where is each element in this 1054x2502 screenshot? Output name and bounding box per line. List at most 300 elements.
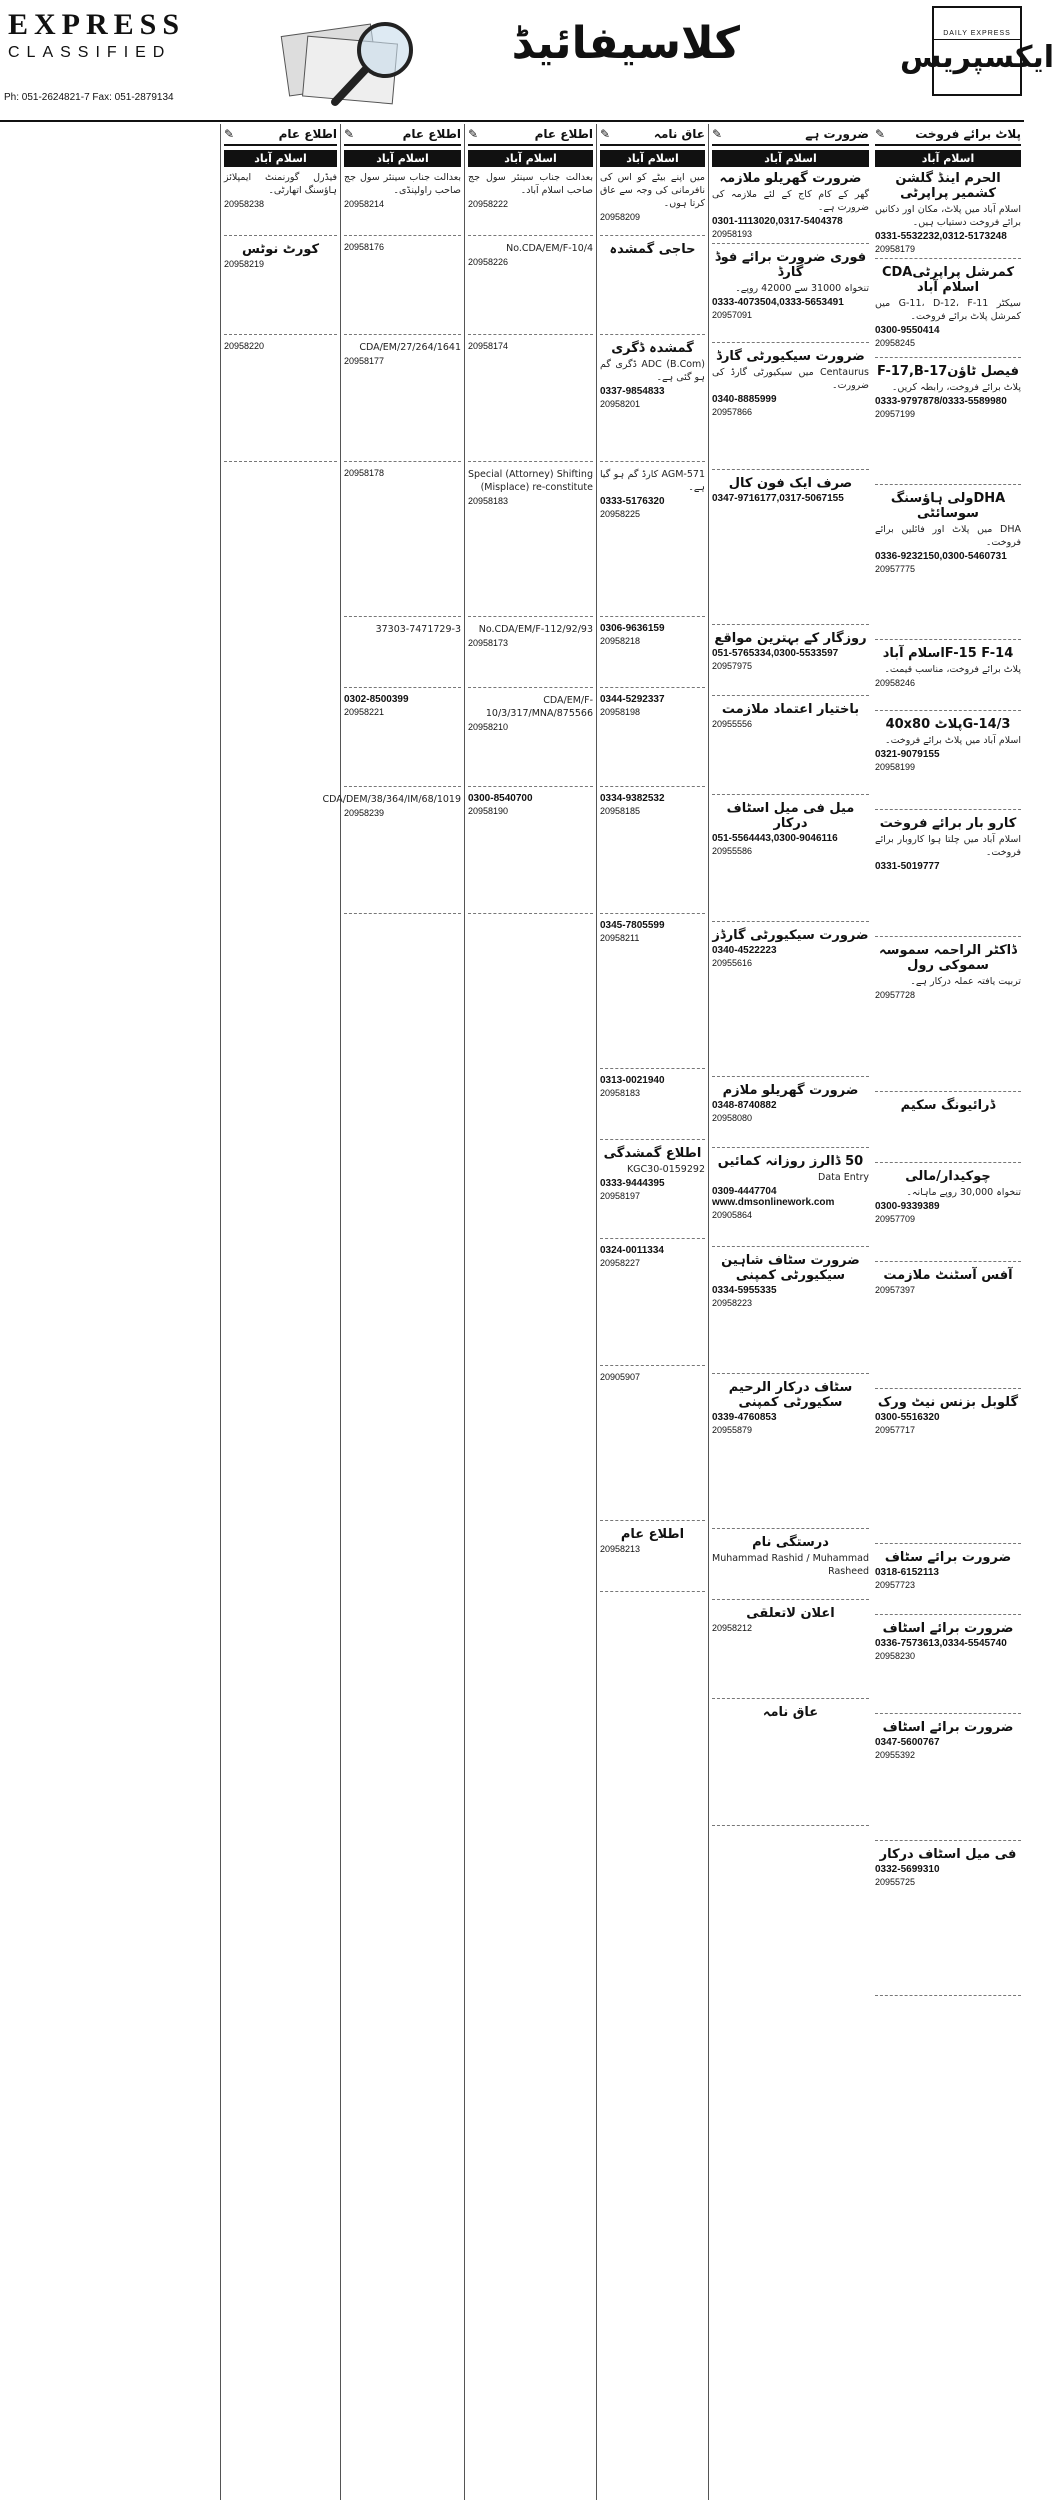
ad-title: ضرورت سٹاف شاہین سیکیورٹی کمپنی [721, 1253, 860, 1283]
ad-body: تنخواہ 30,000 روپے ماہانہ۔ [906, 1187, 1021, 1198]
ad-title: الحرم اینڈ گلشن کشمیر پراپرٹی [895, 171, 1001, 201]
ad-phone: 0340-8885999 [712, 394, 777, 405]
ad-phone: 0306-9636159 [600, 623, 665, 634]
classified-ad [712, 1253, 869, 1374]
ad-body: سیکٹر G-11، D-12، F-11 میں کمرشل پلاٹ برائے فروخت۔ [875, 298, 1021, 322]
ad-code-number: 20958199 [875, 762, 916, 772]
classified-ad [875, 265, 1021, 358]
ad-phone: 0347-9716177,0317-5067155 [712, 493, 844, 504]
ad-code [712, 310, 869, 320]
ad-code-number: 20958245 [875, 338, 916, 348]
ad-title: فیصل ٹاؤنF-17,B-17 [876, 364, 1019, 379]
ad-code [875, 1877, 1021, 1887]
ad-code-number: 20958176 [344, 242, 385, 252]
ad-title: ضرورت برائے اسٹاف [882, 1720, 1014, 1735]
ad-code [712, 958, 869, 968]
classified-ad [468, 793, 593, 914]
ad-title: حاجی گمشدہ [609, 242, 696, 257]
ad-phone: 0332-5699310 [875, 1864, 940, 1875]
ad-body: DHA میں پلاٹ اور فائلیں برائے فروخت۔ [875, 524, 1021, 548]
ad-code-number: 20957775 [875, 564, 916, 574]
ad-title: ضرورت گھریلو ملازمہ [719, 171, 862, 186]
ad-body: Centaurus میں سیکیورٹی گارڈ کی ضرورت۔ [712, 367, 869, 391]
column-heading-text: ضرورت ہے [805, 127, 869, 141]
ad-title: اطلاع عام [620, 1527, 685, 1542]
classified-ad [712, 1083, 869, 1148]
classified-ad [875, 491, 1021, 640]
ad-body: AGM-571 کارڈ گم ہو گیا ہے۔ [600, 469, 705, 493]
column-heading [468, 124, 593, 146]
ad-code-number: 20955616 [712, 958, 753, 968]
classified-ad [344, 171, 461, 236]
ad-title: کارو بار برائے فروخت [879, 816, 1017, 831]
ad-code [875, 1214, 1021, 1224]
ad-code-number: 20957866 [712, 407, 753, 417]
ad-title: ضرورت گھریلو ملازم [722, 1083, 859, 1098]
pen-icon: ✎ [344, 127, 355, 141]
ad-phone: 0313-0021940 [600, 1075, 665, 1086]
ad-phone: 0300-8540700 [468, 793, 533, 804]
ad-code [712, 407, 869, 417]
ad-title: G-14/3پلاٹ 40x80 [885, 717, 1011, 732]
ad-title: چوکیدار/مالی [905, 1169, 991, 1184]
column-wanted [708, 124, 872, 2500]
ad-code-number: 20958210 [468, 722, 509, 732]
pen-icon: ✎ [224, 127, 235, 141]
ad-phone: 0301-1113020,0317-5404378 [712, 216, 843, 227]
ad-code [468, 341, 593, 351]
classified-ad [712, 928, 869, 1077]
classified-ad [468, 242, 593, 335]
ad-body: No.CDA/EM/F-10/4 [506, 243, 593, 254]
ad-title: فوری ضرورت برائے فوڈ گارڈ [714, 250, 867, 280]
ad-code [224, 341, 337, 351]
ad-code [875, 244, 1021, 254]
pen-icon: ✎ [468, 127, 479, 141]
classified-ad [600, 171, 705, 236]
ad-code [224, 199, 337, 209]
ad-code-number: 20957975 [712, 661, 753, 671]
ad-phone: 0334-5955335 [712, 1285, 777, 1296]
classified-columns [0, 124, 1024, 2500]
ad-code [600, 1258, 705, 1268]
ad-phone: 0333-5176320 [600, 496, 665, 507]
classified-ad [875, 1169, 1021, 1262]
ad-body: Data Entry [818, 1172, 869, 1183]
column-heading [712, 124, 869, 146]
ad-title: DHAولی ہاؤسنگ سوسائٹی [890, 491, 1006, 521]
ad-title: ڈرائیونگ سکیم [900, 1098, 996, 1113]
classified-ad [875, 816, 1021, 937]
ad-code-number: 20958230 [875, 1651, 916, 1661]
ad-code-number: 20958080 [712, 1113, 753, 1123]
ad-phone: 0331-5532232,0312-5173248 [875, 231, 1007, 242]
ad-code [344, 356, 461, 366]
ad-body: میں اپنے بیٹے کو اس کی نافرمانی کی وجہ سے عاق کرتا ہوں۔ [600, 172, 705, 209]
ad-code [600, 212, 705, 222]
classified-ad [468, 341, 593, 462]
ad-code [344, 808, 461, 818]
ad-code-number: 20958197 [600, 1191, 641, 1201]
pen-icon: ✎ [875, 127, 886, 141]
ad-body: گھر کے کام کاج کے لئے ملازمہ کی ضرورت ہے۔ [712, 189, 869, 213]
classified-ad [600, 242, 705, 335]
column-heading [600, 124, 705, 146]
classified-ad [224, 341, 337, 462]
classified-ad [600, 468, 705, 617]
classified-ad [344, 468, 461, 617]
ad-code-number: 20955586 [712, 846, 753, 856]
ad-phone: 0340-4522223 [712, 945, 777, 956]
column-disown [596, 124, 708, 2500]
ad-phone: 0333-4073504,0333-5653491 [712, 297, 844, 308]
ad-code [712, 1623, 869, 1633]
contact-info: Ph: 051-2624821-7 Fax: 051-2879134 [4, 92, 174, 103]
classified-ad [468, 468, 593, 617]
ad-code-number: 20957091 [712, 310, 753, 320]
ad-body: 37303-7471729-3 [375, 624, 461, 635]
magnifier-icon [275, 10, 435, 110]
ad-body: بعدالت جناب سینئر سول جج صاحب اسلام آباد۔ [468, 172, 593, 196]
classified-ad [875, 1395, 1021, 1544]
ad-code-number: 20958227 [600, 1258, 641, 1268]
ad-body: CDA/EM/F-10/3/317/MNA/875566 [485, 695, 593, 719]
column-heading [875, 124, 1021, 146]
ad-phone: 0302-8500399 [344, 694, 409, 705]
classified-ad [875, 646, 1021, 711]
ad-code-number: 20957723 [875, 1580, 916, 1590]
ad-code-number: 20958201 [600, 399, 641, 409]
ad-code-number: 20958198 [600, 707, 641, 717]
classified-ad [600, 1372, 705, 1521]
classified-ad [468, 694, 593, 787]
ad-phone: 0309-4447704 www.dmsonlinework.com [712, 1186, 835, 1208]
classified-ad [712, 1606, 869, 1699]
ad-code [875, 409, 1021, 419]
column-heading-text: عاق نامہ [653, 127, 705, 141]
classified-ad [600, 1527, 705, 1592]
city-bar: اسلام آباد [224, 150, 337, 167]
ad-title: ڈاکٹر الراحمہ سموسہ سموکی رول [879, 943, 1017, 973]
classified-ad [875, 717, 1021, 810]
ad-body: اسلام آباد میں چلتا ہوا کاروبار برائے فروخت۔ [875, 834, 1021, 858]
classified-ad [600, 623, 705, 688]
classified-ad [875, 1550, 1021, 1615]
classified-ad [600, 793, 705, 914]
ad-code [344, 199, 461, 209]
ad-code [712, 846, 869, 856]
ad-phone: 0300-9339389 [875, 1201, 940, 1212]
classified-ad [875, 171, 1021, 259]
ad-code-number: 20958223 [712, 1298, 753, 1308]
ad-body: No.CDA/EM/F-112/92/93 [478, 624, 593, 635]
ad-code [875, 990, 1021, 1000]
classified-ad [875, 364, 1021, 485]
city-bar: اسلام آباد [712, 150, 869, 167]
ad-body: Muhammad Rashid / Muhammad Rasheed [712, 1553, 869, 1577]
ad-code [600, 1372, 705, 1382]
classified-ad [712, 702, 869, 795]
ad-phone: 0344-5292337 [600, 694, 665, 705]
ad-phone: 0300-9550414 [875, 325, 940, 336]
ad-title: فی میل اسٹاف درکار [879, 1847, 1017, 1862]
ad-title: ضرورت برائے اسٹاف [882, 1621, 1014, 1636]
ad-code-number: 20957717 [875, 1425, 916, 1435]
ad-code-number: 20957397 [875, 1285, 916, 1295]
classified-ad [712, 476, 869, 625]
ad-phone: 0334-9382532 [600, 793, 665, 804]
classified-ad [600, 341, 705, 462]
brand-english [8, 8, 268, 62]
ad-code [712, 1210, 869, 1220]
ad-title: درستگی نام [752, 1535, 829, 1550]
ad-code [712, 719, 869, 729]
pen-icon: ✎ [712, 127, 723, 141]
column-plots [872, 124, 1024, 2500]
logo-caption: DAILY EXPRESS [934, 28, 1020, 40]
ad-phone: 0300-5516320 [875, 1412, 940, 1423]
ad-title: روزگار کے بہترین مواقع [714, 631, 867, 646]
classified-ad [468, 623, 593, 688]
ad-body: تنخواہ 31000 سے 42000 روپے۔ [735, 283, 869, 294]
ad-code [224, 259, 337, 269]
classified-ad [712, 349, 869, 470]
classified-ad [875, 1268, 1021, 1389]
ad-code [468, 722, 593, 732]
ad-code [712, 1298, 869, 1308]
classified-ad [712, 1380, 869, 1529]
ad-title: ضرورت سیکیورٹی گارڈ [716, 349, 865, 364]
ad-phone: 0345-7805599 [600, 920, 665, 931]
ad-code [875, 762, 1021, 772]
classified-ad [712, 631, 869, 696]
ad-body: فیڈرل گورنمنٹ ایمپلائز ہاؤسنگ اتھارٹی۔ [224, 172, 337, 196]
column-heading-text: اطلاع عام [278, 127, 337, 141]
classified-ad [712, 1705, 869, 1826]
column-heading-text: اطلاع عام [534, 127, 593, 141]
ad-code-number: 20958238 [224, 199, 265, 209]
ad-code [875, 1750, 1021, 1760]
ad-code [344, 707, 461, 717]
ad-code-number: 20957199 [875, 409, 916, 419]
ad-code [712, 661, 869, 671]
ad-code-number: 20958218 [600, 636, 641, 646]
ad-phone: 0333-9797878/0333-5589980 [875, 396, 1007, 407]
ad-title: ضرورت برائے سٹاف [884, 1550, 1012, 1565]
ad-phone: 0336-9232150,0300-5460731 [875, 551, 1007, 562]
ad-code-number: 20955392 [875, 1750, 916, 1760]
ad-code [468, 806, 593, 816]
classified-ad [224, 242, 337, 335]
ad-code [468, 257, 593, 267]
classified-ad [344, 341, 461, 462]
ad-body: پلاٹ برائے فروخت، رابطہ کریں۔ [891, 382, 1021, 393]
classified-ad [344, 242, 461, 335]
ad-code-number: 20955879 [712, 1425, 753, 1435]
ad-phone: 0321-9079155 [875, 749, 940, 760]
ad-code [600, 1191, 705, 1201]
logo-urdu: ایکسپریس [899, 39, 1054, 75]
classified-ad [600, 1245, 705, 1366]
ad-code-number: 20905907 [600, 1372, 641, 1382]
ad-title: کورٹ نوٹس [241, 242, 320, 257]
ad-code-number: 20958214 [344, 199, 385, 209]
ad-body: اسلام آباد میں پلاٹ برائے فروخت۔ [885, 735, 1021, 746]
ad-code-number: 20957709 [875, 1214, 916, 1224]
ad-code-number: 20958225 [600, 509, 641, 519]
ad-title: اعلان لاتعلقی [746, 1606, 835, 1621]
ad-phone: 051-5564443,0300-9046116 [712, 833, 838, 844]
ad-code-number: 20958183 [468, 496, 509, 506]
brand-title-line2: CLASSIFIED [8, 44, 172, 61]
ad-code [600, 806, 705, 816]
ad-title: میل فی میل اسٹاف درکار [726, 801, 855, 831]
ad-title: باختیار اعتماد ملازمت [721, 702, 860, 717]
brand-title-line1: EXPRESS [8, 8, 186, 41]
ad-body: CDA/EM/27/264/1641 [359, 342, 461, 353]
ad-code-number: 20958179 [875, 244, 916, 254]
ad-code-number: 20958222 [468, 199, 509, 209]
column-notice2 [322, 124, 464, 2500]
ad-title: سٹاف درکار الرحیم سکیورٹی کمپنی [728, 1380, 853, 1410]
pen-icon: ✎ [600, 127, 611, 141]
ad-code-number: 20905864 [712, 1210, 753, 1220]
classified-ad [712, 171, 869, 244]
classified-ad [224, 171, 337, 236]
ad-code [712, 1425, 869, 1435]
ad-code [875, 1580, 1021, 1590]
ad-code-number: 20958221 [344, 707, 385, 717]
city-bar: اسلام آباد [875, 150, 1021, 167]
city-bar: اسلام آباد [468, 150, 593, 167]
ad-phone: 0348-8740882 [712, 1100, 777, 1111]
ad-title: عاق نامہ [762, 1705, 819, 1720]
ad-code-number: 20958211 [600, 933, 640, 943]
ad-code [600, 636, 705, 646]
ad-body: Special (Attorney) Shifting (Misplace) re-constitute [468, 469, 593, 493]
ad-title: F-15 F-14اسلام آباد [882, 646, 1014, 661]
page-header [0, 0, 1054, 122]
ad-phone: 0318-6152113 [875, 1567, 939, 1578]
column-heading-text: اطلاع عام [402, 127, 461, 141]
ad-body: پلاٹ برائے فروخت، مناسب قیمت۔ [884, 664, 1021, 675]
classified-ad [875, 1621, 1021, 1714]
classified-ad [875, 1720, 1021, 1841]
ad-title: ضرورت سیکیورٹی گارڈز [712, 928, 869, 943]
ad-title: 50 ڈالرز روزانہ کمائیں [717, 1154, 864, 1169]
ad-code-number: 20958190 [468, 806, 509, 816]
ad-code-number: 20958178 [344, 468, 385, 478]
ad-code-number: 20958173 [468, 638, 509, 648]
ad-code [875, 1651, 1021, 1661]
ad-code-number: 20958212 [712, 1623, 753, 1633]
ad-phone: 051-5765334,0300-5533597 [712, 648, 839, 659]
ad-body: CDA/DEM/38/364/IM/68/1019 [322, 794, 461, 805]
ad-code [875, 338, 1021, 348]
ad-phone: 0336-7573613,0334-5545740 [875, 1638, 1007, 1649]
classified-ad [875, 1098, 1021, 1163]
ad-code-number: 20955725 [875, 1877, 916, 1887]
ad-phone: 0337-9854833 [600, 386, 665, 397]
ad-code [600, 1088, 705, 1098]
ad-code [875, 1425, 1021, 1435]
ad-code-number: 20958213 [600, 1544, 641, 1554]
classified-ad [712, 1535, 869, 1600]
ad-code [600, 707, 705, 717]
ad-code [712, 1113, 869, 1123]
ad-title: کمرشل پراپرٹیCDA اسلام آباد [881, 265, 1015, 295]
ad-title: صرف ایک فون کال [728, 476, 853, 491]
ad-code-number: 20955556 [712, 719, 753, 729]
classified-ad [322, 793, 461, 914]
ad-code [875, 678, 1021, 688]
ad-title: گمشدہ ڈگری [611, 341, 694, 356]
classified-ad [712, 801, 869, 922]
ad-code [344, 242, 461, 252]
ad-phone: 0347-5600767 [875, 1737, 940, 1748]
ad-body: ADC (B.Com) ڈگری گم ہو گئی ہے۔ [600, 359, 705, 383]
ad-code [344, 468, 461, 478]
classified-ad [600, 1146, 705, 1239]
ad-body: تربیت یافتہ عملہ درکار ہے۔ [910, 976, 1021, 987]
ad-code [600, 399, 705, 409]
column-heading-text: پلاٹ برائے فروخت [915, 127, 1021, 141]
classified-ad [600, 694, 705, 787]
ad-code-number: 20957728 [875, 990, 916, 1000]
classified-ad [344, 623, 461, 688]
column-notice3 [220, 124, 340, 2500]
ad-code-number: 20958246 [875, 678, 916, 688]
city-bar: اسلام آباد [600, 150, 705, 167]
ad-title: گلوبل بزنس نیٹ ورک [877, 1395, 1019, 1410]
ad-code-number: 20958220 [224, 341, 265, 351]
ad-code-number: 20958183 [600, 1088, 641, 1098]
ad-phone: 0333-9444395 [600, 1178, 665, 1189]
ad-code-number: 20958193 [712, 229, 753, 239]
column-heading [344, 124, 461, 146]
ad-code [712, 229, 869, 239]
ad-code-number: 20958209 [600, 212, 641, 222]
ad-title: اطلاع گمشدگی [603, 1146, 702, 1161]
classified-ad [600, 1075, 705, 1140]
classified-ad [875, 1847, 1021, 1996]
classified-ad [875, 943, 1021, 1092]
ad-phone: 0339-4760853 [712, 1412, 777, 1423]
ad-code-number: 20958177 [344, 356, 385, 366]
ad-code-number: 20958174 [468, 341, 509, 351]
classified-ad [468, 171, 593, 236]
express-logo [899, 6, 1054, 96]
brand-urdu-title: کلاسیفائیڈ [511, 18, 740, 69]
ad-code [468, 199, 593, 209]
ad-code [468, 496, 593, 506]
ad-body: اسلام آباد میں پلاٹ، مکان اور دکانیں برائے فروخت دستیاب ہیں۔ [875, 204, 1021, 228]
ad-phone: 0331-5019777 [875, 861, 940, 872]
ad-code-number: 20958239 [344, 808, 385, 818]
ad-code [468, 638, 593, 648]
classified-ad [600, 920, 705, 1069]
ad-code [600, 933, 705, 943]
classified-ad [344, 694, 461, 787]
ad-code-number: 20958226 [468, 257, 509, 267]
ad-code [875, 1285, 1021, 1295]
ad-code [875, 564, 1021, 574]
column-heading [224, 124, 337, 146]
city-bar: اسلام آباد [344, 150, 461, 167]
ad-body: بعدالت جناب سینئر سول جج صاحب راولپنڈی۔ [344, 172, 461, 196]
ad-code [600, 1544, 705, 1554]
ad-phone: 0324-0011334 [600, 1245, 664, 1256]
